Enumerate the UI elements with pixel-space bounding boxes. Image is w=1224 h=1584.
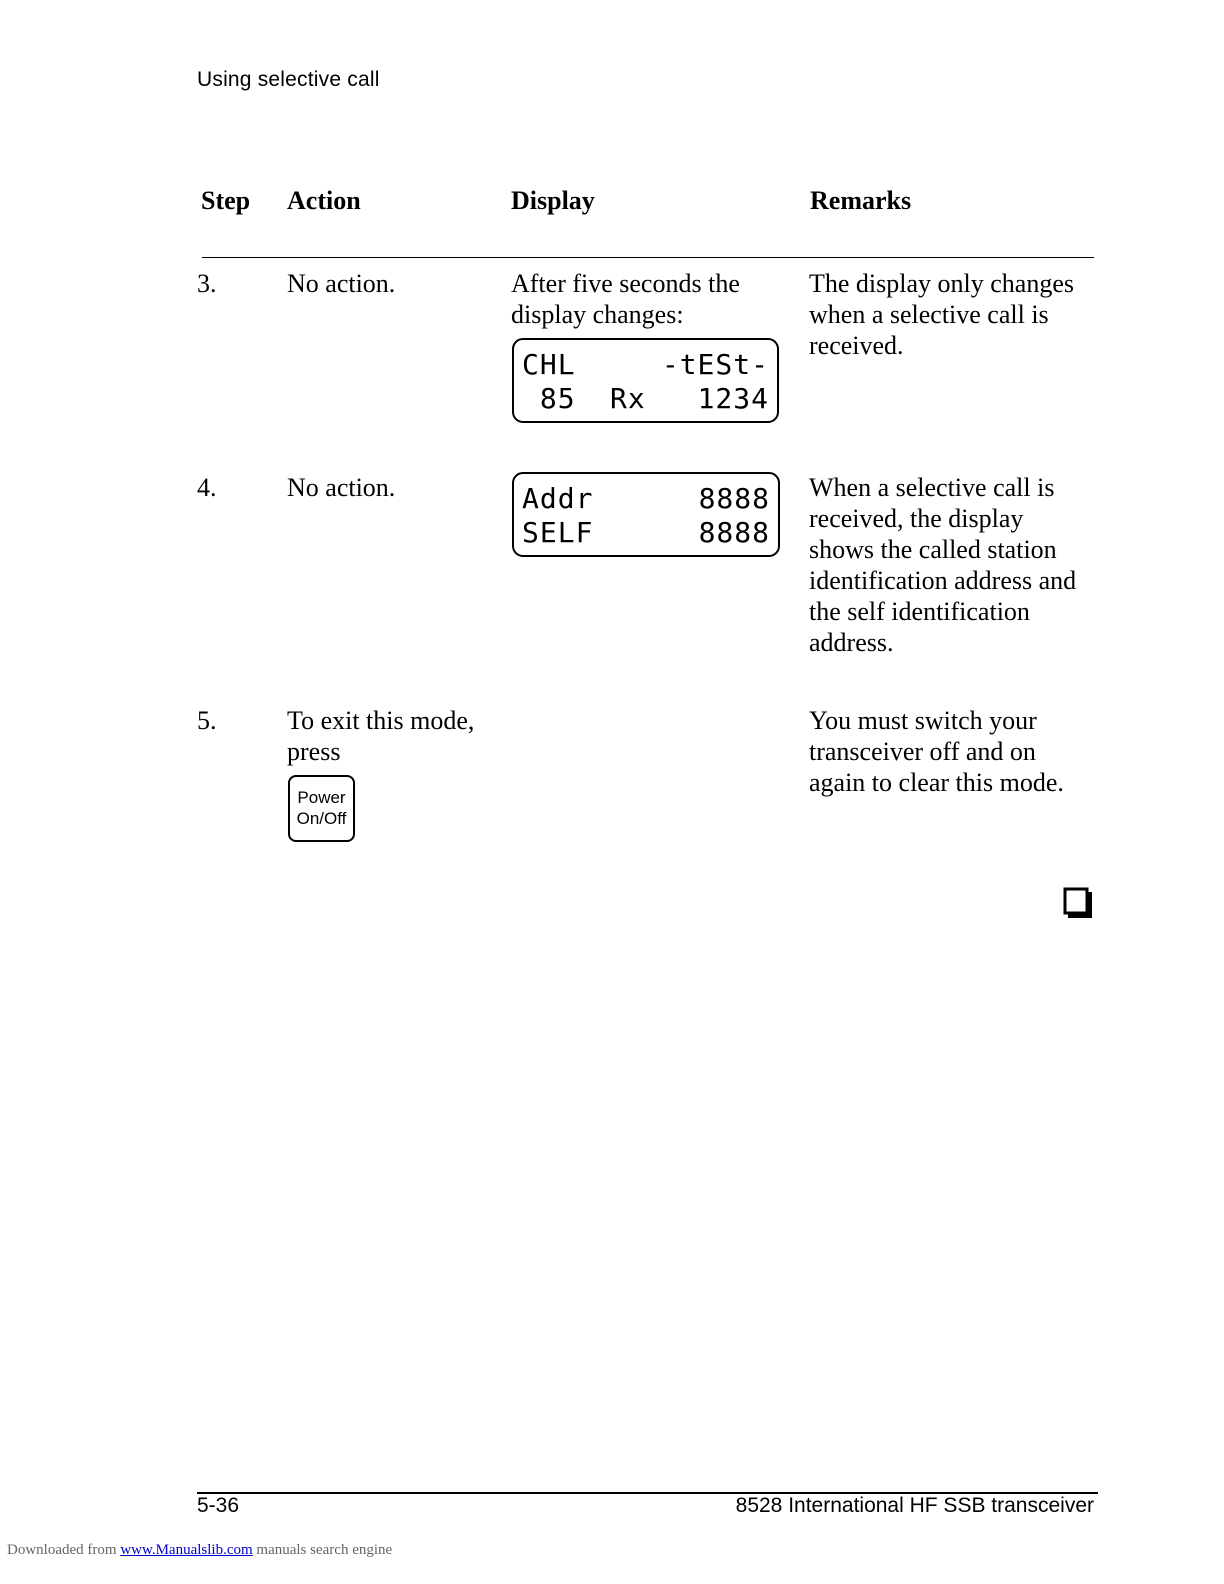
column-heading-display: Display — [511, 186, 595, 215]
download-watermark — [7, 1542, 392, 1559]
lcd-segment: 1234 — [697, 382, 769, 415]
remarks-line: again to clear this mode. — [809, 768, 1064, 797]
lcd-segment: -tESt- — [661, 348, 769, 381]
page-number: 5-36 — [197, 1494, 240, 1517]
lcd-line-1 — [522, 348, 769, 382]
remarks-line: shows the called station — [809, 535, 1057, 564]
remarks-text — [809, 268, 1074, 361]
remarks-line: You must switch your — [809, 706, 1037, 735]
watermark-prefix: Downloaded from — [7, 1542, 117, 1558]
lcd-display-test — [512, 338, 779, 423]
lcd-segment: Addr — [522, 482, 594, 515]
remarks-line: identification address and — [809, 566, 1077, 595]
lcd-segment: 8888 — [698, 482, 770, 515]
action-text: No action. — [287, 269, 396, 298]
lcd-line-2 — [522, 516, 770, 550]
remarks-line: when a selective call is — [809, 300, 1049, 329]
manualslib-link[interactable]: www.Manualslib.com — [120, 1542, 253, 1558]
column-heading-action: Action — [287, 186, 361, 215]
end-of-section-box-icon — [1063, 887, 1094, 920]
remarks-line: address. — [809, 628, 894, 657]
remarks-text — [809, 472, 1076, 658]
key-label-line: On/Off — [296, 809, 347, 828]
lcd-line-2 — [522, 382, 769, 416]
key-label-line: Power — [297, 788, 346, 807]
running-header: Using selective call — [197, 68, 380, 91]
power-on-off-key-icon — [288, 775, 355, 842]
remarks-line: received. — [809, 331, 904, 360]
action-text — [287, 705, 474, 767]
step-number: 4. — [197, 473, 217, 502]
remarks-line: received, the display — [809, 504, 1024, 533]
lcd-segment: 8888 — [698, 516, 770, 549]
step-number: 3. — [197, 269, 217, 298]
display-text-line: display changes: — [511, 300, 684, 329]
display-text-line: After five seconds the — [511, 269, 740, 298]
action-text: No action. — [287, 473, 396, 502]
lcd-segment: CHL — [522, 348, 576, 381]
footer-book-title: 8528 International HF SSB transceiver — [735, 1494, 1094, 1517]
remarks-text — [809, 705, 1064, 798]
remarks-line: transceiver off and on — [809, 737, 1036, 766]
column-heading-remarks: Remarks — [810, 186, 912, 215]
action-line: press — [287, 737, 341, 766]
step-number: 5. — [197, 706, 217, 735]
action-line: To exit this mode, — [287, 706, 475, 735]
lcd-segment: SELF — [522, 516, 594, 549]
remarks-line: The display only changes — [809, 269, 1074, 298]
lcd-segment: 85 — [522, 382, 576, 415]
remarks-line: the self identification — [809, 597, 1030, 626]
lcd-line-1 — [522, 482, 770, 516]
column-heading-step: Step — [201, 186, 251, 215]
watermark-suffix: manuals search engine — [256, 1542, 393, 1558]
header-divider — [202, 257, 1094, 258]
lcd-display-address — [512, 472, 780, 557]
lcd-segment: Rx — [610, 382, 646, 415]
display-text — [511, 268, 740, 330]
remarks-line: When a selective call is — [809, 473, 1055, 502]
